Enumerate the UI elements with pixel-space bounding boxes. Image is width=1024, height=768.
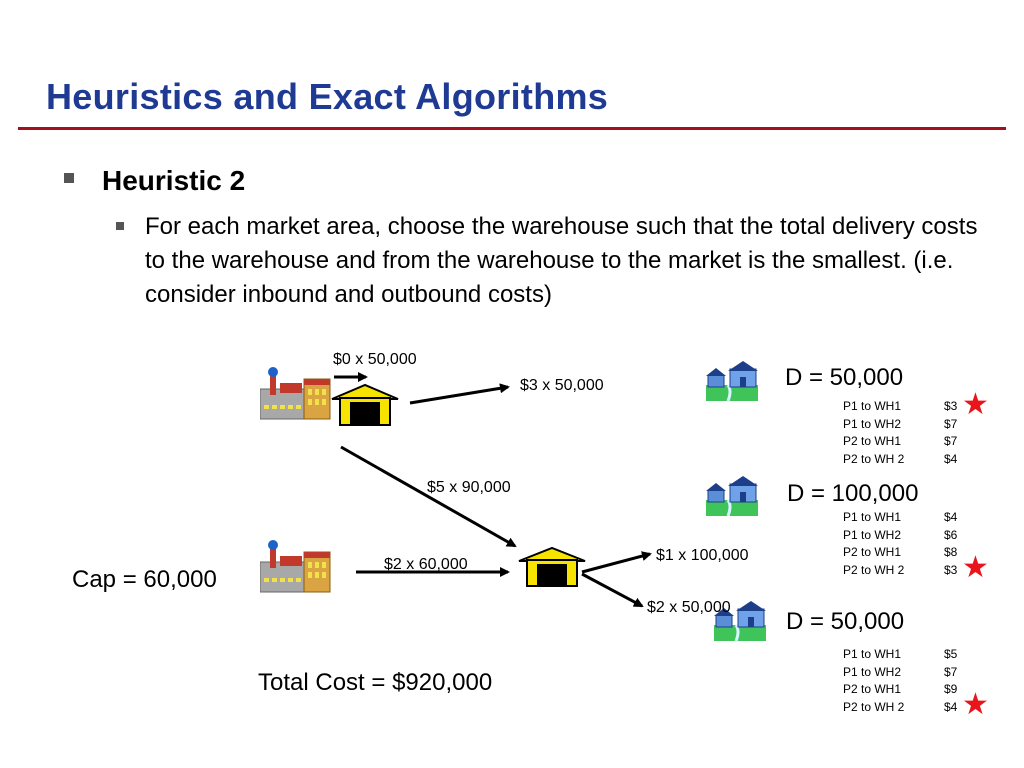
route-label: P2 to WH1 — [843, 434, 902, 448]
route-label: P1 to WH1 — [843, 510, 902, 524]
route-cost: $9 — [944, 682, 958, 696]
selected-route-star-icon: ★ — [962, 388, 989, 421]
total-cost: Total Cost = $920,000 — [258, 669, 493, 696]
route-label: P1 to WH2 — [843, 527, 902, 542]
route-label: P1 to WH1 — [843, 399, 902, 413]
route-label: P2 to WH1 — [843, 545, 902, 559]
arrow-wh1-to-market1 — [410, 387, 508, 403]
arrow-wh2-to-market3 — [582, 574, 642, 606]
arrow-wh2-to-market2 — [582, 554, 650, 572]
selected-route-star-icon: ★ — [962, 551, 989, 584]
market-1-demand: D = 50,000 — [785, 364, 904, 391]
route-label: P1 to WH2 — [843, 416, 902, 431]
selected-route-star-icon: ★ — [962, 688, 989, 721]
plant-2-factory-icon — [260, 540, 332, 594]
market-3-demand: D = 50,000 — [786, 608, 905, 635]
route-label: P2 to WH 2 — [843, 699, 905, 714]
route-cost: $7 — [944, 664, 958, 679]
plant-1-factory-icon — [260, 367, 332, 421]
bullet-heuristic-text: Heuristic 2 — [102, 165, 246, 196]
flow-label-p1-wh1: $0 x 50,000 — [333, 351, 417, 368]
route-cost: $8 — [944, 545, 958, 559]
market-2-houses-icon — [706, 476, 758, 516]
route-label: P1 to WH2 — [843, 664, 902, 679]
route-label: P2 to WH 2 — [843, 562, 905, 577]
route-cost: $5 — [944, 647, 958, 661]
flow-label-wh2-market2: $1 x 100,000 — [656, 547, 749, 564]
route-label: P2 to WH 2 — [843, 451, 905, 466]
route-cost: $3 — [944, 562, 958, 577]
bullet-description-text: For each market area, choose the warehouse such that the total delivery costs to the warehouse and from the warehouse to the market is the smallest. (i.e. consider inbound and outbound costs) — [145, 213, 978, 308]
warehouse-2-icon — [517, 546, 587, 588]
market-2-demand: D = 100,000 — [787, 480, 919, 507]
flow-label-wh1-market1: $3 x 50,000 — [520, 377, 604, 394]
plant-2-capacity: Cap = 60,000 — [72, 566, 217, 593]
market-1-houses-icon — [706, 361, 758, 401]
slide-title: Heuristics and Exact Algorithms — [46, 76, 609, 117]
route-cost: $4 — [944, 699, 958, 714]
route-cost: $3 — [944, 399, 958, 413]
flow-label-wh2-market3: $2 x 50,000 — [647, 599, 731, 616]
route-label: P2 to WH1 — [843, 682, 902, 696]
route-cost: $4 — [944, 510, 958, 524]
route-label: P1 to WH1 — [843, 647, 902, 661]
route-cost: $7 — [944, 416, 958, 431]
flow-label-p1-wh2: $5 x 90,000 — [427, 479, 511, 496]
route-cost: $6 — [944, 527, 958, 542]
route-cost: $7 — [944, 434, 958, 448]
flow-label-p2-wh2: $2 x 60,000 — [384, 556, 468, 573]
route-cost: $4 — [944, 451, 958, 466]
warehouse-1-icon — [330, 383, 400, 427]
